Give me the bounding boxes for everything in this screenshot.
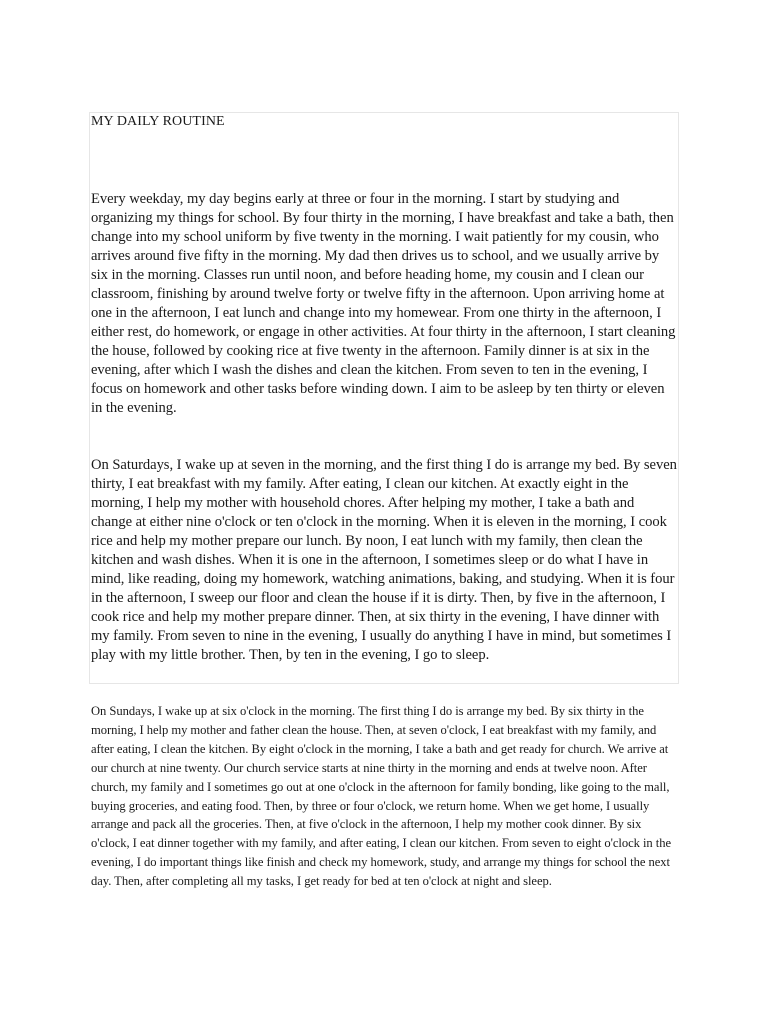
saturday-paragraph: On Saturdays, I wake up at seven in the morning, and the first thing I do is arrange my bed. By seven thirty, I eat breakfast with my family. After eating, I clean our kitchen. At exactly eight in the morning, I help my mother with household chores. After helping my mother, I take a bath and change at either nine o'clock or ten o'clock in the morning. When it is eleven in the morning, I cook rice and help my mother prepare our lunch. By noon, I eat lunch with my family, then clean the kitchen and wash dishes. When it is one in the afternoon, I sometimes sleep or do what I have in mind, like reading, doing my homework, watching animations, baking, and studying. When it is four in the afternoon, I sweep our floor and clean the house if it is dirty. Then, by five in the afternoon, I cook rice and help my mother prepare dinner. Then, at six thirty in the evening, I have dinner with my family. From seven to nine in the evening, I usually do anything I have in mind, but sometimes I play with my little brother. Then, by ten in the evening, I go to sleep. xyxy=(91,457,677,663)
sunday-paragraph: On Sundays, I wake up at six o'clock in the morning. The first thing I do is arrange my bed. By six thirty in the morning, I help my mother and father clean the house. Then, at seven o'clock, I eat breakfast with my family, and after eating, I clean the kitchen. By eight o'clock in the morning, I take a bath and get ready for church. We arrive at our church at nine twenty. Our church service starts at nine thirty in the morning and ends at twelve noon. After church, my family and I sometimes go out at one o'clock in the afternoon for family bonding, like going to the mall, buying groceries, and eating food. Then, by three or four o'clock, we return home. When we get home, I usually arrange and pack all the groceries. Then, at five o'clock in the afternoon, I help my mother cook dinner. By six o'clock, I eat dinner together with my family, and after eating, I clean our kitchen. From seven to eight o'clock in the evening, I do important things like finish and check my homework, study, and arrange my things for school the next day. Then, after completing all my tasks, I get ready for bed at ten o'clock at night and sleep. xyxy=(91,704,671,889)
weekday-paragraph: Every weekday, my day begins early at three or four in the morning. I start by studying and organizing my things for school. By four thirty in the morning, I have breakfast and take a bath, then change into my school uniform by five twenty in the morning. I wait patiently for my cousin, who arrives around five fifty in the morning. My dad then drives us to school, and we usually arrive by six in the morning. Classes run until noon, and before heading home, my cousin and I clean our classroom, finishing by around twelve forty or twelve fifty in the afternoon. Upon arriving home at one in the afternoon, I eat lunch and change into my homewear. From one thirty in the afternoon, I either rest, do homework, or engage in other activities. At four thirty in the afternoon, I start cleaning the house, followed by cooking rice at five twenty in the afternoon. Family dinner is at six in the evening, after which I wash the dishes and clean the kitchen. From seven to ten in the evening, I focus on homework and other tasks before winding down. I aim to be asleep by ten thirty or eleven in the evening. xyxy=(91,191,676,416)
document-title: MY DAILY ROUTINE xyxy=(91,114,225,129)
